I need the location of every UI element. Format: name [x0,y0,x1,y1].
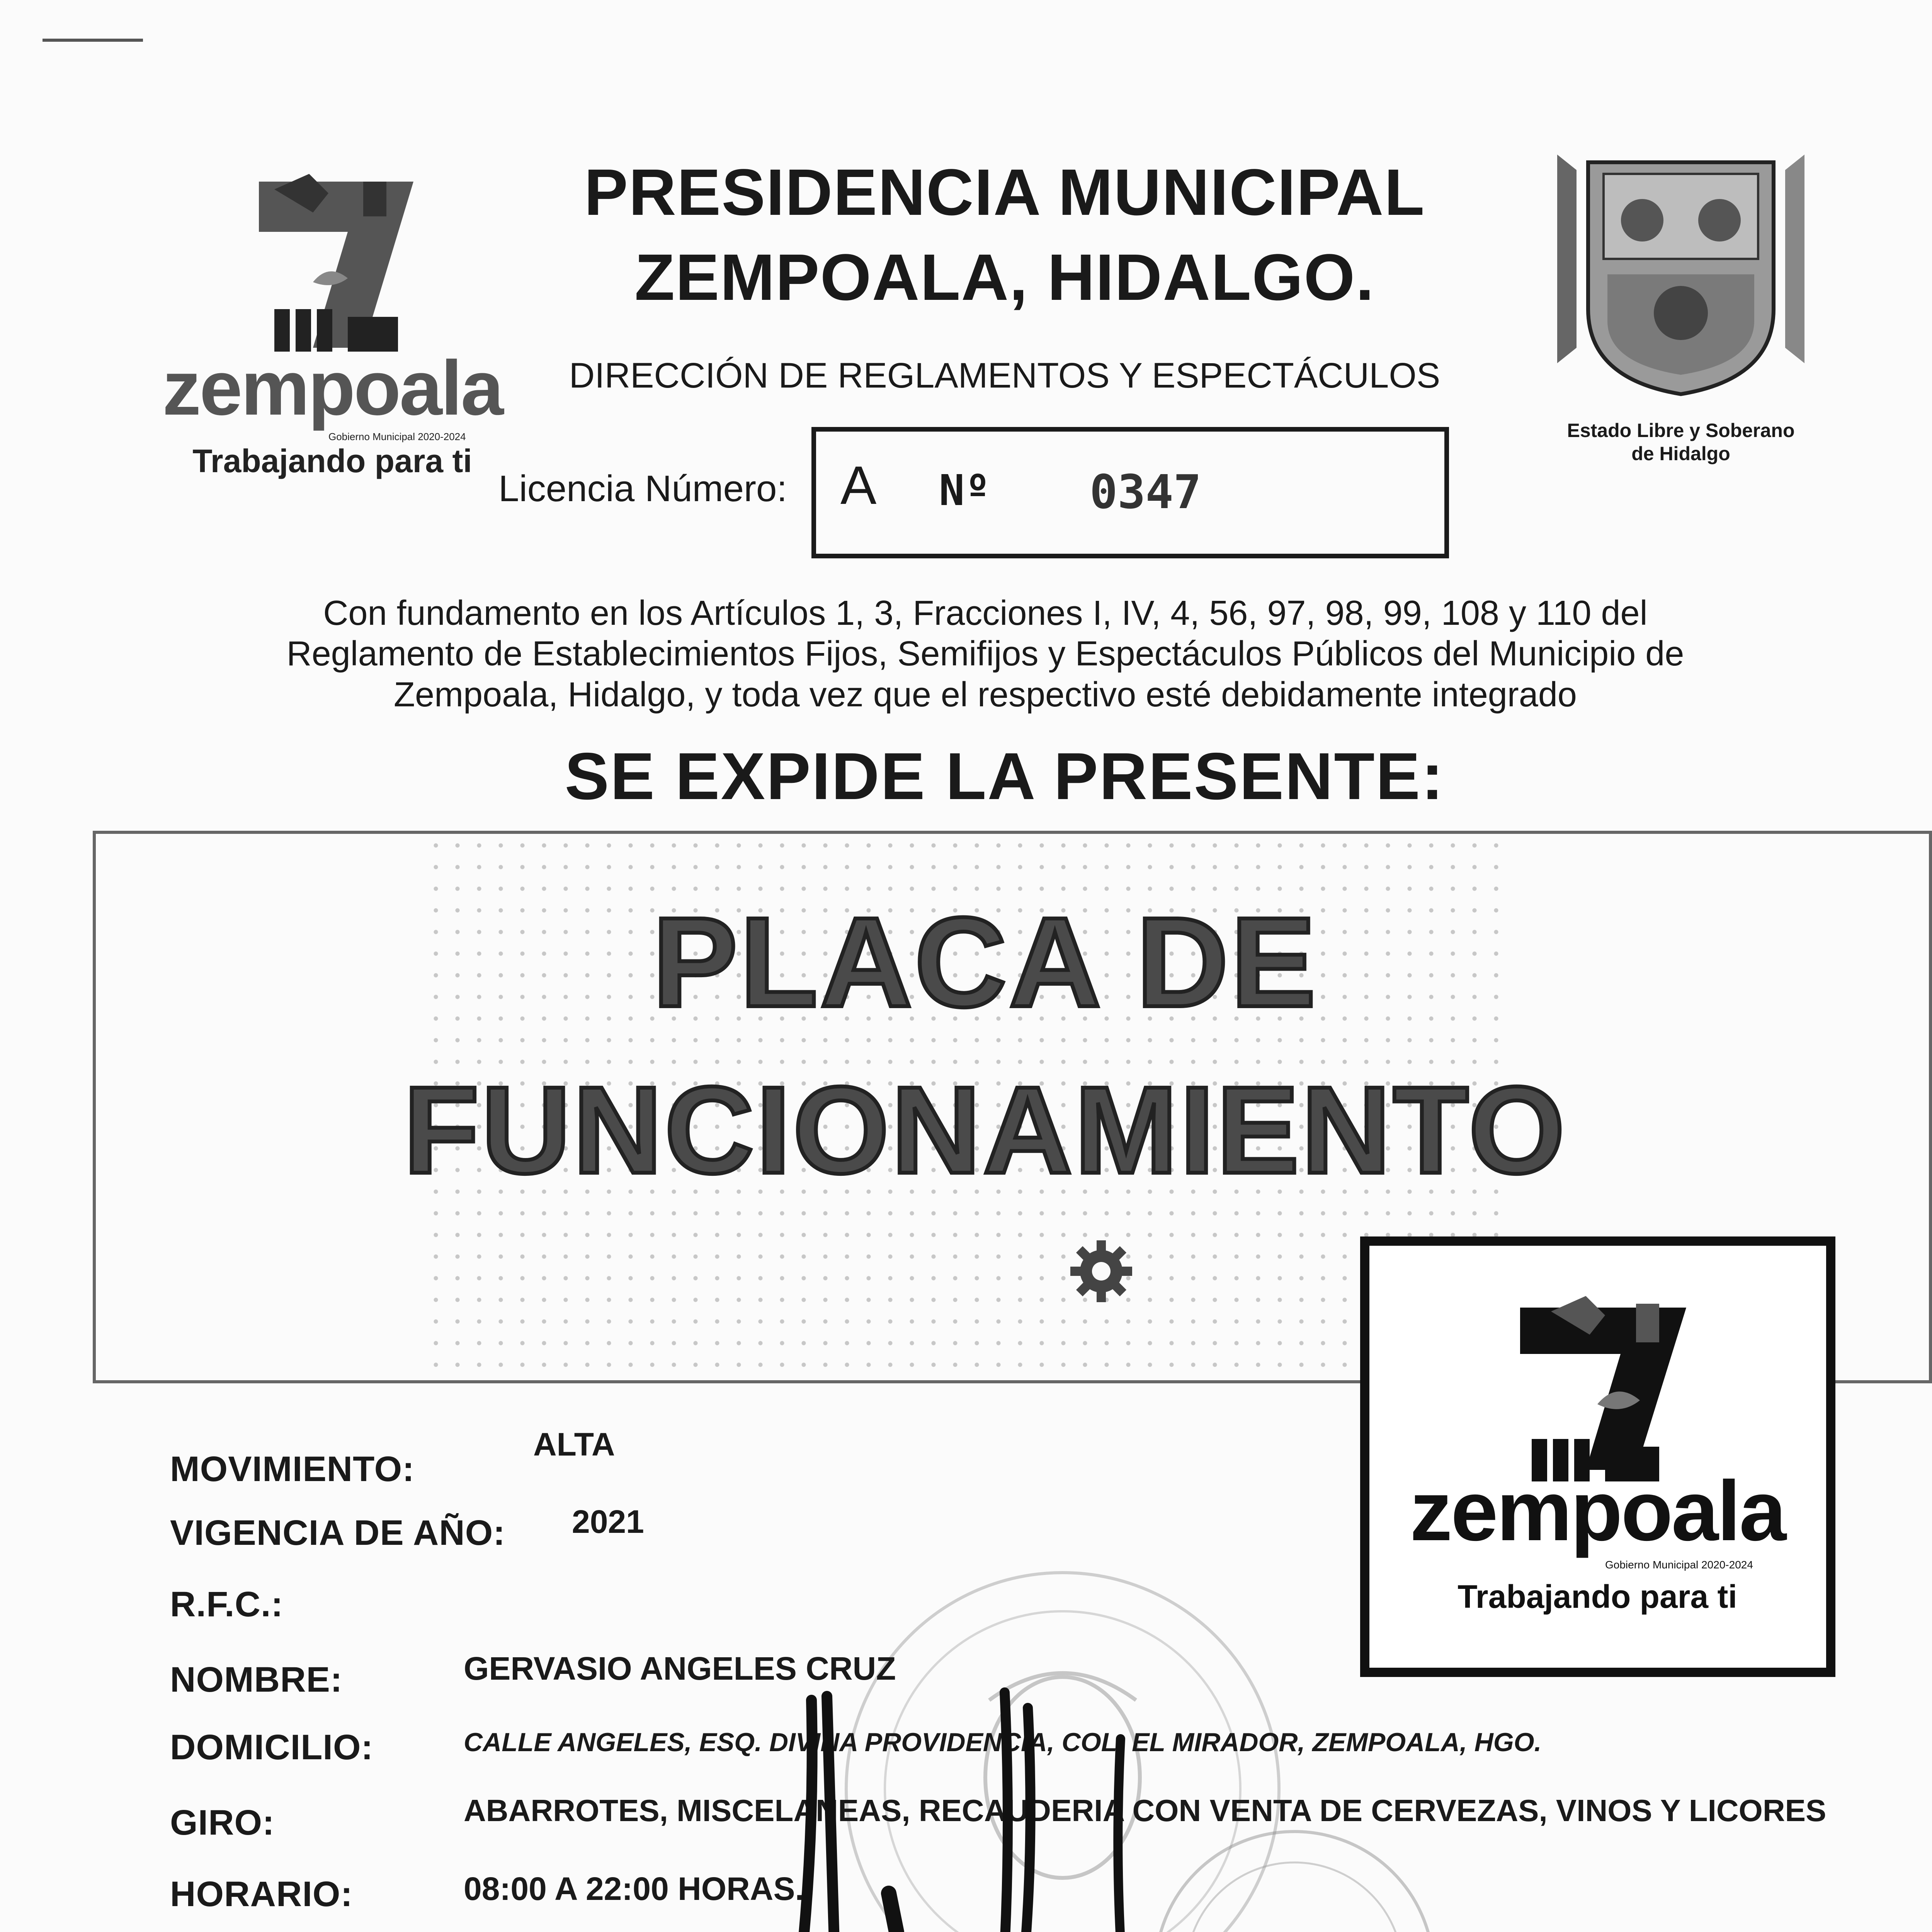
seven-emblem-icon [1369,1277,1825,1493]
boxed-logo-tagline: Trabajando para ti [1458,1578,1737,1615]
field-value-giro: ABARROTES, MISCELANEAS, RECAUDERIA CON VENTA DE CERVEZAS, VINOS Y LICORES [464,1793,1827,1828]
license-series: A [840,455,877,515]
president-signature-icon [734,1662,1430,1932]
field-label-giro: GIRO: [170,1803,275,1842]
hidalgo-coat-of-arms [1542,147,1820,471]
field-label-movimiento: MOVIMIENTO: [170,1449,415,1489]
coat-of-arms-icon [1542,147,1820,402]
field-value-movimiento: ALTA [533,1426,615,1463]
field-label-horario: HORARIO: [170,1874,353,1914]
title-line-1: PRESIDENCIA MUNICIPAL [584,156,1425,229]
logo-subline: Gobierno Municipal 2020-2024 [328,431,466,442]
legal-preamble-line: Zempoala, Hidalgo, y toda vez que el respectivo esté debidamente integrado [394,675,1577,714]
field-label-nombre: NOMBRE: [170,1660,343,1699]
issue-heading: SE EXPIDE LA PRESENTE: [565,739,1445,813]
title-line-2: ZEMPOALA, HIDALGO. [634,241,1375,314]
field-value-horario: 08:00 A 22:00 HORAS. [464,1871,804,1907]
zempoala-logo-left [147,166,518,479]
legal-preamble-line: Con fundamento en los Artículos 1, 3, Fracciones I, IV, 4, 56, 97, 98, 99, 108 y 110 del [323,594,1648,633]
field-value-vigencia: 2021 [572,1503,644,1540]
field-value-domicilio: CALLE ANGELES, ESQ. DIVINA PROVIDENCIA, COL. EL MIRADOR, ZEMPOALA, HGO. [464,1728,1542,1757]
placa-title-line-1: PLACA DE [652,891,1318,1033]
department-name: DIRECCIÓN DE REGLAMENTOS Y ESPECTÁCULOS [569,356,1440,395]
license-label: Licencia Número: [498,468,787,509]
emblem-caption-line-2: de Hidalgo [1631,443,1730,464]
gear-icon [1066,1236,1136,1306]
seven-emblem-icon [147,166,518,367]
logo-tagline: Trabajando para ti [192,443,472,479]
field-label-rfc: R.F.C.: [170,1585,284,1624]
scan-mark [43,39,143,42]
legal-preamble [270,593,1700,715]
field-label-domicilio: DOMICILIO: [170,1728,374,1767]
emblem-caption-line-1: Estado Libre y Soberano [1567,420,1795,441]
zempoala-logo-boxed [1360,1236,1835,1677]
field-value-nombre: GERVASIO ANGELES CRUZ [464,1650,896,1687]
boxed-logo-subline: Gobierno Municipal 2020-2024 [1605,1559,1753,1571]
placa-title-line-2: FUNCIONAMIENTO [403,1061,1567,1199]
field-label-vigencia: VIGENCIA DE AÑO: [170,1513,505,1553]
logo-brand-text: zempoala [162,345,502,431]
license-number-mark: Nº [939,466,990,515]
boxed-logo-brand: zempoala [1410,1463,1785,1558]
license-number: 0347 [1090,466,1201,519]
legal-preamble-line: Reglamento de Establecimientos Fijos, Semifijos y Espectáculos Públicos del Municipio de [286,634,1684,673]
